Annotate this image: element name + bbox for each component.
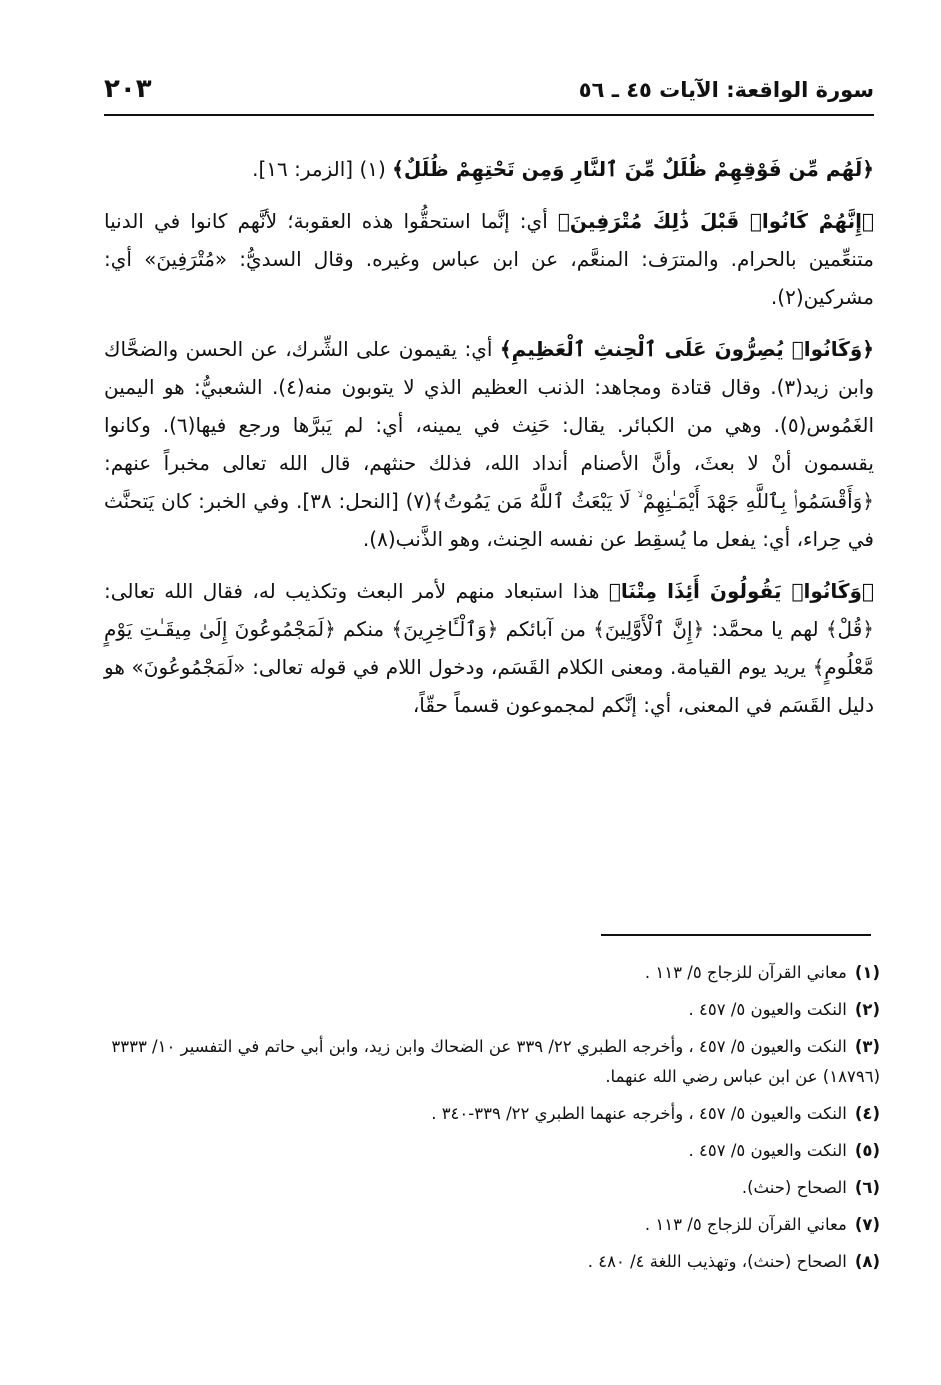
- page-header: [104, 70, 874, 116]
- quran-verse: ﴿لَهُم مِّن فَوْقِهِمْ ظُلَلٌ مِّنَ ٱلنَّارِ وَمِن تَحْتِهِمْ ظُلَلٌ﴾: [392, 157, 874, 181]
- paragraph: [104, 150, 874, 188]
- footnote-number: (٨): [854, 1252, 880, 1271]
- footnote: [104, 1210, 880, 1240]
- footnote-text: النكت والعيون ٥/ ٤٥٧ ، وأخرجه عنهما الطبري ٢٢/ ٣٣٩-٣٤٠ .: [431, 1104, 847, 1123]
- footnote-text: النكت والعيون ٥/ ٤٥٧ ، وأخرجه الطبري ٢٢/ ٣٣٩ عن الضحاك وابن زيد، وابن أبي حاتم في التفسير ١٠/ ٣٣٣٣ (١٨٧٩٦) عن ابن عباس رضي الله عنهما.: [111, 1037, 880, 1086]
- commentary-text: (١) [الزمر: ١٦].: [252, 157, 393, 181]
- commentary-text: أي: يقيمون على الشِّرك، عن الحسن والضحَّاك وابن زيد(٣). وقال قتادة ومجاهد: الذنب العظيم الذي لا يتوبون منه(٤). الشعبيُّ: هو اليمين الغَمُوس(٥). وهي من الكبائر. يقال: حَنِث في يمينه، أي: لم يَبرَّها ورجع فيها(٦). وكانوا يقسمون أنْ لا بعثَ، وأنَّ الأصنام أنداد الله، فذلك حنثهم، قال الله تعالى مخبراً عنهم: ﴿وَأَقْسَمُوا۟ بِٱللَّهِ جَهْدَ أَيْمَـٰنِهِمْ ۙ لَا يَبْعَثُ ٱللَّهُ مَن يَمُوتُ﴾(٧) [النحل: ٣٨]. وفي الخبر: كان يَتحنَّث في حِراء، أي: يفعل ما يُسقِط عن نفسه الحِنث، وهو الذَّنب(٨).: [104, 337, 875, 551]
- quran-verse: ﴿إِنَّهُمْ كَانُوا۟ قَبْلَ ذَٰلِكَ مُتْرَفِينَ﴾: [557, 209, 874, 233]
- paragraph: [104, 202, 874, 316]
- footnote: [104, 958, 880, 988]
- paragraph: [104, 572, 874, 724]
- main-text: [104, 150, 874, 738]
- footnote-text: الصحاح (حنث).: [741, 1178, 847, 1197]
- footnote-number: (٣): [854, 1037, 880, 1056]
- footnote-text: معاني القرآن للزجاج ٥/ ١١٣ .: [644, 1215, 847, 1234]
- footnotes-list: [104, 958, 880, 1284]
- footnote-text: الصحاح (حنث)، وتهذيب اللغة ٤/ ٤٨٠ .: [587, 1252, 847, 1271]
- footnote-text: النكت والعيون ٥/ ٤٥٧ .: [688, 1141, 847, 1160]
- footnote-number: (٢): [854, 1000, 880, 1019]
- commentary-text: هذا استبعاد منهم لأمر البعث وتكذيب له، فقال الله تعالى: ﴿قُلْ﴾ لهم يا محمَّد: ﴿إِنَّ ٱلْأَوَّلِينَ﴾ من آبائكم ﴿وَٱلْـَٔاخِرِينَ﴾ منكم ﴿لَمَجْمُوعُونَ إِلَىٰ مِيقَـٰتِ يَوْمٍ مَّعْلُومٍ﴾ يريد يوم القيامة. ومعنى الكلام القَسَم، ودخول اللام في قوله تعالى: «لَمَجْمُوعُونَ» هو دليل القَسَم في المعنى، أي: إنَّكم لمجموعون قسماً حقّاً،: [104, 579, 874, 717]
- paragraph: [104, 330, 874, 558]
- footnote: [104, 1032, 880, 1092]
- footnote-number: (١): [854, 963, 880, 982]
- footnote: [104, 995, 880, 1025]
- quran-verse: ﴿وَكَانُوا۟ يَقُولُونَ أَئِذَا مِتْنَا﴾: [608, 579, 874, 603]
- footnote-number: (٤): [854, 1104, 880, 1123]
- footnote: [104, 1099, 880, 1129]
- footnote-text: معاني القرآن للزجاج ٥/ ١١٣ .: [644, 963, 847, 982]
- commentary-text: أي: إنَّما استحقُّوا هذه العقوبة؛ لأنَّهم كانوا في الدنيا متنعِّمين بالحرام. والمترَف: المنعَّم، عن ابن عباس وغيره. وقال السديُّ: «مُتْرَفِينَ» أي: مشركين(٢).: [104, 209, 874, 309]
- quran-verse: ﴿وَكَانُوا۟ يُصِرُّونَ عَلَى ٱلْحِنثِ ٱلْعَظِيمِ﴾: [499, 337, 874, 361]
- page-number: ٢٠٣: [104, 74, 152, 104]
- footnote-number: (٧): [854, 1215, 880, 1234]
- footnote: [104, 1173, 880, 1203]
- footnote: [104, 1136, 880, 1166]
- footnote: [104, 1247, 880, 1277]
- footnote-number: (٦): [854, 1178, 880, 1197]
- running-title: سورة الواقعة: الآيات ٤٥ ـ ٥٦: [578, 78, 874, 102]
- footnote-number: (٥): [854, 1141, 880, 1160]
- footnote-separator: [601, 934, 871, 936]
- footnote-text: النكت والعيون ٥/ ٤٥٧ .: [688, 1000, 847, 1019]
